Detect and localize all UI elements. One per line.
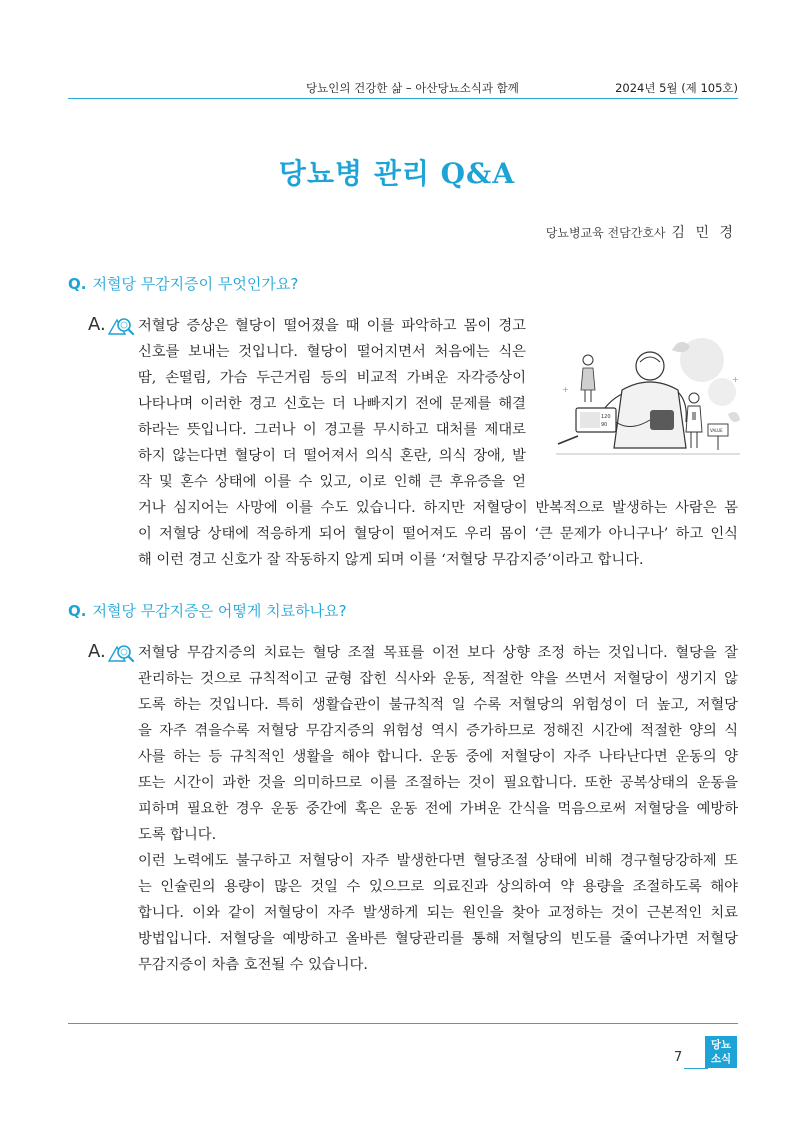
svg-text:+: + [562,385,569,394]
badge-line: 당뇨 [710,1039,732,1051]
question-text: 저혈당 무감지증은 어떻게 치료하나요? [92,602,347,620]
header-rule [68,98,738,99]
author-role: 당뇨병교육 전담간호사 [545,226,666,240]
answer-2-line: 사를 하는 등 규칙적인 생활을 해야 합니다. 운동 중에 저혈당이 자주 나타난다면 운동의 양 [138,749,738,765]
svg-text:+: + [732,375,739,384]
page-title: 당뇨병 관리 Q&A [278,157,516,190]
answer-1-line: 나타나며 이러한 경고 신호는 더 나빠지기 전에 문제를 해결 [138,396,526,412]
answer-1-line: 거나 심지어는 사망에 이를 수도 있습니다. 하지만 저혈당이 반복적으로 발생하는 사람은 몸 [138,500,738,516]
monitor-reading-bottom: 90 [601,422,608,428]
magnifier-icon [107,641,135,665]
answer-1-line: 하지 않는다면 혈당이 더 떨어져서 의식 혼란, 의식 장애, 발 [138,448,526,464]
answer-1-line: 신호를 보내는 것입니다. 혈당이 떨어지면서 처음에는 식은 [138,344,526,360]
answer-mark: A. [88,641,106,662]
answer-2-line: 도록 하는 것입니다. 특히 생활습관이 불규칙적 일 수록 저혈당의 위험성이 더 높고, 저혈당 [138,697,738,713]
answer-2-line: 무감지증이 차츰 호전될 수 있습니다. [138,957,368,973]
publication-badge [705,1036,737,1068]
answer-1-line: 저혈당 증상은 혈당이 떨어졌을 때 이를 파악하고 몸이 경고 [138,318,526,334]
badge-line: 소식 [710,1053,732,1065]
answer-2-line: 도록 합니다. [138,827,217,843]
magnifier-icon [107,314,135,338]
answer-2-line: 이런 노력에도 불구하고 저혈당이 자주 발생한다면 혈당조절 상태에 비해 경구혈당강하제 또 [138,853,738,869]
answer-2-line: 관리하는 것으로 규칙적이고 균형 잡힌 식사와 운동, 적절한 약을 쓰면서 저혈당이 생기지 않 [138,671,738,687]
answer-1-line: 이 저혈당 상태에 적응하게 되어 혈당이 떨어져도 우리 몸이 ‘큰 문제가 아니구나’ 하고 인식 [138,526,738,542]
author-byline [546,222,736,242]
answer-2-line: 피하며 필요한 경우 운동 중간에 혹은 운동 전에 가벼운 간식을 먹음으로써 저혈당을 예방하 [138,801,738,817]
question-mark: Q. [68,275,87,293]
answer-2-line: 저혈당 무감지증의 치료는 혈당 조절 목표를 이전 보다 상향 조정 하는 것입니다. 혈당을 잘 [138,645,738,661]
answer-2-line: 는 인슐린의 용량이 많은 것일 수 있으므로 의료진과 상의하여 약 용량을 조절하도록 해야 [138,879,738,895]
answer-mark: A. [88,314,106,335]
answer-1-line: 작 및 혼수 상태에 이를 수 있고, 이로 인해 큰 후유증을 얻 [138,474,526,490]
question-1 [68,273,298,294]
author-name: 김 민 경 [671,225,736,241]
running-header [68,80,738,98]
page-number: 7 [674,1050,683,1065]
answer-2-line: 또는 시간이 과한 것을 의미하므로 이를 조절하는 것이 필요합니다. 또한 공복상태의 운동을 [138,775,738,791]
question-2 [68,600,347,621]
answer-2-line: 을 자주 겪을수록 저혈당 무감지증의 위험성 역시 증가하므로 정해진 시간에 적절한 양의 식 [138,723,738,739]
answer-2-line: 합니다. 이와 같이 저혈당이 자주 발생하게 되는 원인을 찾아 교정하는 것이 근본적인 치료 [138,905,738,921]
answer-2-line: 방법입니다. 저혈당을 예방하고 올바른 혈당관리를 통해 저혈당의 빈도를 줄여나가면 저혈당 [138,931,738,947]
question-mark: Q. [68,602,87,620]
answer-1-line: 땀, 손떨림, 가슴 두근거림 등의 비교적 가벼운 자각증상이 [138,370,526,386]
header-publication: 당뇨인의 건강한 삶 – 아산당뇨소식과 함께 [306,81,519,95]
footer-rule [68,1023,738,1024]
header-issue: 2024년 5월 (제 105호) [615,81,738,95]
monitor-reading-top: 120 [601,414,611,420]
question-text: 저혈당 무감지증이 무엇인가요? [92,275,299,293]
page-number-underline [684,1068,708,1069]
doctor-patient-illustration [552,332,744,466]
answer-1-line: 하라는 뜻입니다. 그러나 이 경고를 무시하고 대처를 제대로 [138,422,526,438]
sign-label: VALUE [710,428,723,433]
answer-1-line: 해 이런 경고 신호가 잘 작동하지 않게 되며 이를 ‘저혈당 무감지증’이라고 합니다. [138,552,644,568]
